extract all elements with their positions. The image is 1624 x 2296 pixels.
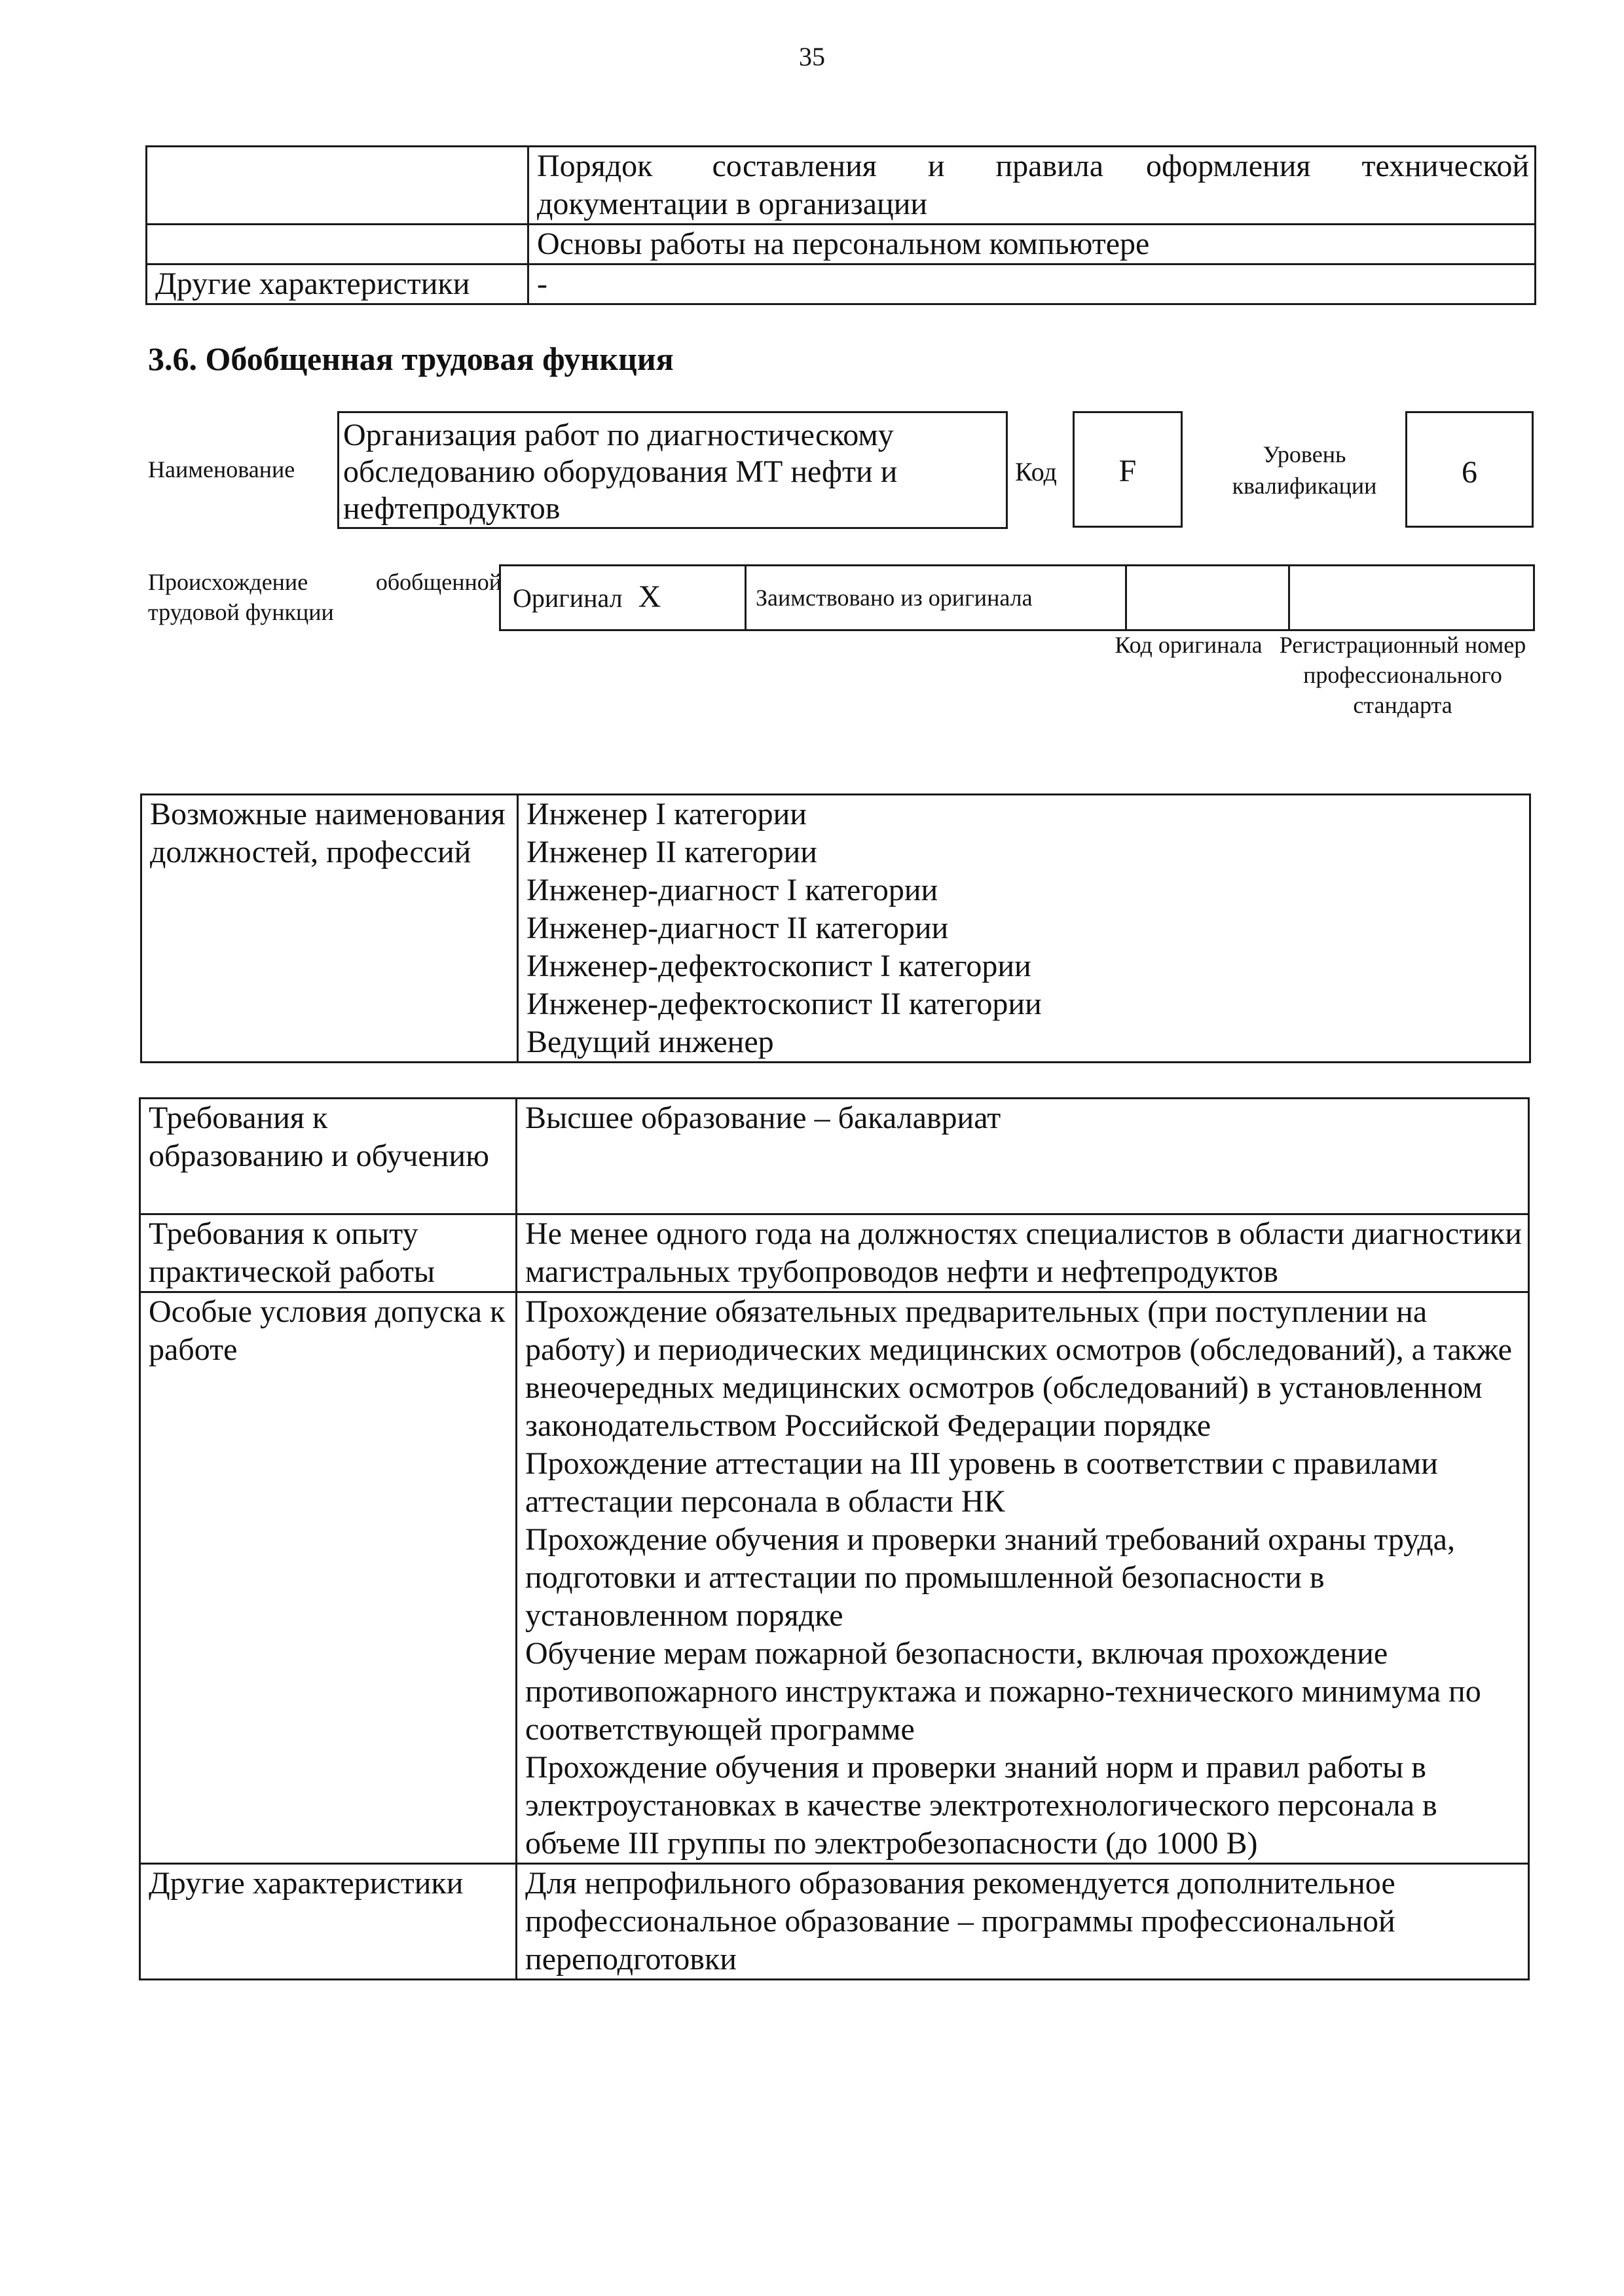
original-label: Оригинал: [513, 583, 623, 613]
level-label: Уровень квалификации: [1232, 441, 1377, 499]
list-item: Ведущий инженер: [526, 1025, 774, 1059]
requirements-table: [139, 1097, 1530, 1980]
table-cell: [147, 147, 528, 225]
req-line: Высшее образование – бакалавриат: [525, 1101, 1001, 1135]
cell-line: Порядок составления и правила оформления технической: [537, 149, 1529, 183]
req-line: Не менее одного года на должностях специалистов в области диагностики магистральных трубопроводов нефти и нефтепродуктов: [525, 1216, 1522, 1289]
table-cell: [147, 225, 528, 264]
req-line: Прохождение обязательных предварительных (при поступлении на работу) и периодических медицинских осмотров (обследований), а также внеочередных медицинских осмотров (обследований) в установленном законодательством Российской Федерации порядке: [525, 1294, 1512, 1443]
table-row: [147, 264, 1536, 304]
original-mark: X: [638, 579, 661, 614]
req-value-cell: [517, 1214, 1529, 1292]
table-row: [147, 147, 1536, 225]
name-label: Наименование: [148, 456, 295, 483]
positions-label-cell: Возможные наименования должностей, профессий: [141, 795, 518, 1063]
list-item: Инженер-дефектоскопист II категории: [526, 987, 1042, 1021]
req-line: Для непрофильного образования рекомендуется дополнительное профессиональное образование – программы профессиональной переподготовки: [525, 1866, 1395, 1977]
table-cell: [528, 147, 1536, 225]
table-cell: Другие характеристики: [147, 264, 528, 304]
req-value-cell: [517, 1864, 1529, 1980]
page-number: 35: [799, 42, 825, 71]
original-cell: [500, 566, 746, 630]
table-cell: Основы работы на персональном компьютере: [528, 225, 1536, 264]
borrowed-cell: Заимствовано из оригинала: [746, 566, 1126, 630]
table-row: [140, 1099, 1529, 1214]
req-line: Прохождение обучения и проверки знаний норм и правил работы в электроустановках в качестве электротехнологического персонала в объеме III группы по электробезопасности (до 1000 В): [525, 1750, 1437, 1861]
function-name-box: Организация работ по диагностическому обследованию оборудования МТ нефти и нефтепродуктов: [337, 411, 1008, 529]
req-label-cell: Другие характеристики: [140, 1864, 517, 1980]
top-table: [145, 145, 1536, 305]
table-row: [141, 795, 1530, 1063]
code-original-caption: Код оригинала: [1115, 632, 1263, 658]
table-row: [147, 225, 1536, 264]
req-value-cell: [517, 1099, 1529, 1214]
list-item: Инженер-дефектоскопист I категории: [526, 949, 1031, 983]
list-item: Инженер I категории: [526, 797, 807, 831]
list-item: Инженер-диагност I категории: [526, 873, 938, 907]
table-row: [500, 566, 1534, 630]
req-label-cell: Требования к опыту практической работы: [140, 1214, 517, 1292]
cell-line: документации в организации: [537, 187, 928, 221]
origin-label: Происхождение обобщенной трудовой функции: [148, 569, 502, 625]
req-line: Прохождение обучения и проверки знаний требований охраны труда, подготовки и аттестации по промышленной безопасности в установленном порядке: [525, 1522, 1455, 1633]
table-cell: -: [528, 264, 1536, 304]
level-box: 6: [1405, 411, 1534, 528]
origin-table: [499, 564, 1535, 631]
reg-number-caption: Регистрационный номер профессионального стандарта: [1279, 632, 1526, 718]
table-row: [140, 1864, 1529, 1980]
positions-list-cell: [518, 795, 1530, 1063]
code-label: Код: [1015, 457, 1057, 486]
req-value-cell: [517, 1292, 1529, 1864]
positions-table: [140, 793, 1531, 1063]
table-row: [140, 1214, 1529, 1292]
list-item: Инженер II категории: [526, 835, 817, 869]
original-code-cell: [1126, 566, 1289, 630]
req-line: Прохождение аттестации на III уровень в соответствии с правилами аттестации персонала в области НК: [525, 1446, 1438, 1519]
list-item: Инженер-диагност II категории: [526, 911, 949, 945]
req-label-cell: Особые условия допуска к работе: [140, 1292, 517, 1864]
section-heading: 3.6. Обобщенная трудовая функция: [148, 340, 674, 377]
code-box: F: [1073, 411, 1183, 528]
table-row: [140, 1292, 1529, 1864]
req-line: Обучение мерам пожарной безопасности, включая прохождение противопожарного инструктажа и пожарно-технического минимума по соответствующей программе: [525, 1636, 1481, 1747]
reg-number-cell: [1289, 566, 1534, 630]
req-label-cell: Требования к образованию и обучению: [140, 1099, 517, 1214]
